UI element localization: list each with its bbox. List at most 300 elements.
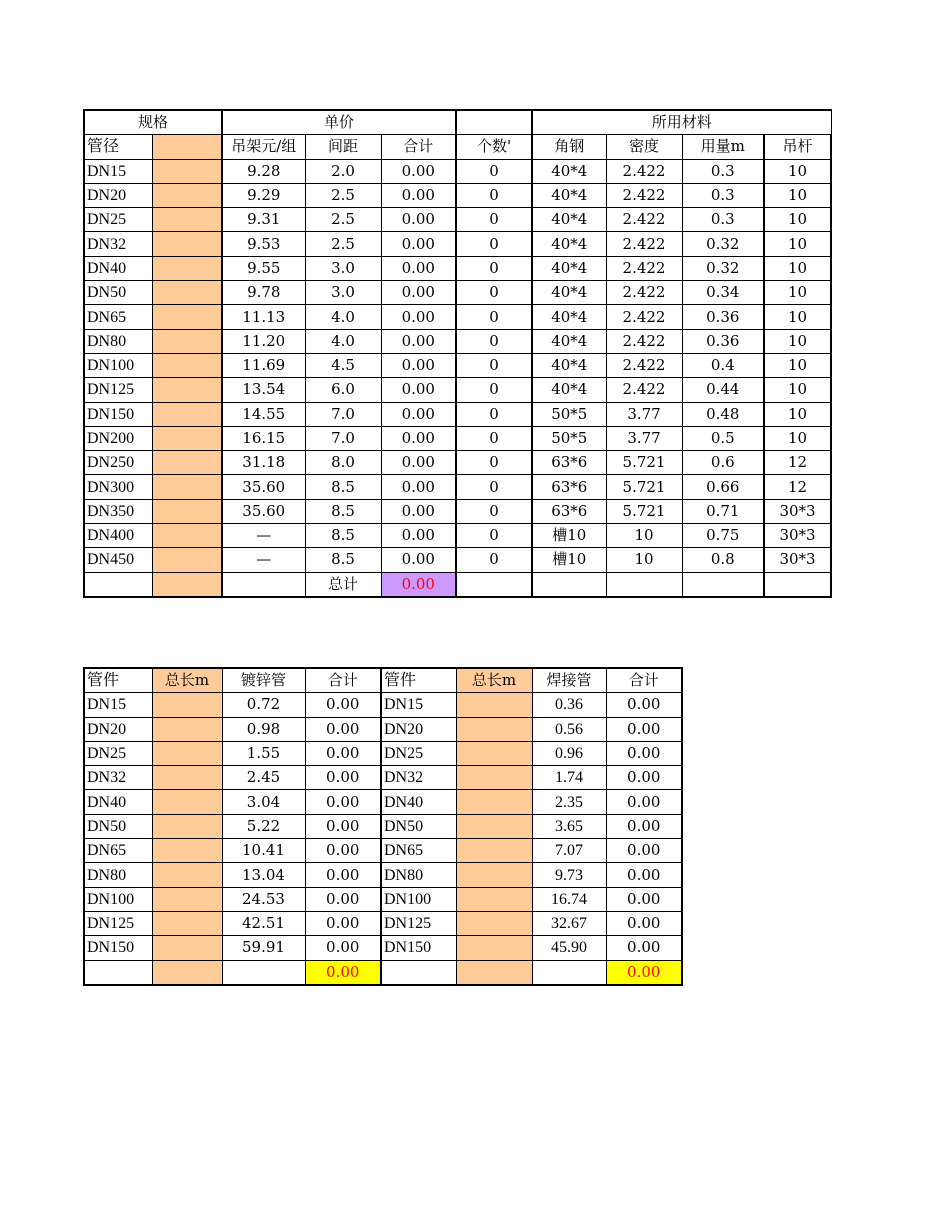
cell-pipe-fitting-2[interactable]: DN15 [381, 693, 456, 717]
cell-welded-pipe[interactable]: 9.73 [532, 863, 606, 887]
cell-hanger-price[interactable]: — [222, 524, 305, 548]
header-pipe-fitting[interactable]: 管件 [84, 668, 152, 693]
cell-rod[interactable]: 10 [764, 208, 831, 232]
cell-subtotal-2[interactable]: 0.00 [606, 839, 682, 863]
header-unit-price[interactable]: 单价 [222, 110, 456, 135]
cell-hanger-price[interactable]: 11.69 [222, 353, 305, 377]
cell-subtotal-2[interactable]: 0.00 [606, 911, 682, 935]
cell-count[interactable]: 0 [456, 499, 532, 523]
cell-subtotal[interactable]: 0.00 [305, 766, 381, 790]
cell-pipe-fitting[interactable]: DN100 [84, 887, 152, 911]
cell-usage[interactable]: 0.36 [682, 305, 764, 329]
cell-density[interactable]: 10 [606, 548, 682, 572]
cell-subtotal[interactable]: 0.00 [381, 183, 456, 207]
cell-hanger-price[interactable]: — [222, 548, 305, 572]
cell-rod[interactable]: 10 [764, 256, 831, 280]
total-blank-2[interactable] [222, 960, 305, 985]
cell-subtotal[interactable]: 0.00 [381, 232, 456, 256]
cell-galvanized-pipe[interactable]: 0.98 [222, 717, 305, 741]
cell-pipe-fitting[interactable]: DN150 [84, 936, 152, 960]
cell-total-length-2[interactable] [456, 863, 532, 887]
cell-rod[interactable]: 10 [764, 329, 831, 353]
cell-spacing[interactable]: 2.5 [305, 232, 381, 256]
cell-angle-steel[interactable]: 40*4 [532, 378, 606, 402]
cell-total-length[interactable] [152, 741, 222, 765]
cell-hanger-price[interactable]: 9.28 [222, 159, 305, 183]
cell-angle-steel[interactable]: 40*4 [532, 159, 606, 183]
cell-subtotal[interactable]: 0.00 [381, 475, 456, 499]
cell-usage[interactable]: 0.32 [682, 232, 764, 256]
cell-pipe-fitting[interactable]: DN20 [84, 717, 152, 741]
cell-density[interactable]: 2.422 [606, 281, 682, 305]
cell-usage[interactable]: 0.4 [682, 353, 764, 377]
cell-input[interactable] [152, 159, 222, 183]
header-materials[interactable]: 所用材料 [532, 110, 831, 135]
cell-usage[interactable]: 0.44 [682, 378, 764, 402]
cell-subtotal[interactable]: 0.00 [381, 353, 456, 377]
cell-pipe-fitting-2[interactable]: DN100 [381, 887, 456, 911]
cell-angle-steel[interactable]: 40*4 [532, 305, 606, 329]
cell-subtotal[interactable]: 0.00 [305, 741, 381, 765]
cell-subtotal-2[interactable]: 0.00 [606, 863, 682, 887]
cell-subtotal[interactable]: 0.00 [305, 863, 381, 887]
cell-pipe-size[interactable]: DN350 [84, 499, 152, 523]
cell-count[interactable]: 0 [456, 159, 532, 183]
cell-subtotal[interactable]: 0.00 [381, 548, 456, 572]
cell-pipe-fitting[interactable]: DN80 [84, 863, 152, 887]
total-blank-3[interactable] [456, 572, 532, 597]
cell-total-length-2[interactable] [456, 766, 532, 790]
cell-pipe-size[interactable]: DN65 [84, 305, 152, 329]
cell-input[interactable] [152, 426, 222, 450]
cell-input[interactable] [152, 329, 222, 353]
cell-density[interactable]: 2.422 [606, 183, 682, 207]
cell-subtotal-2[interactable]: 0.00 [606, 790, 682, 814]
cell-total-length-2[interactable] [456, 887, 532, 911]
cell-galvanized-pipe[interactable]: 1.55 [222, 741, 305, 765]
cell-rod[interactable]: 12 [764, 475, 831, 499]
cell-usage[interactable]: 0.3 [682, 159, 764, 183]
cell-pipe-fitting-2[interactable]: DN150 [381, 936, 456, 960]
cell-spacing[interactable]: 4.5 [305, 353, 381, 377]
cell-density[interactable]: 5.721 [606, 475, 682, 499]
cell-subtotal[interactable]: 0.00 [305, 693, 381, 717]
cell-pipe-fitting[interactable]: DN32 [84, 766, 152, 790]
header-total-length-2[interactable]: 总长m [456, 668, 532, 693]
header-welded-pipe[interactable]: 焊接管 [532, 668, 606, 693]
cell-spacing[interactable]: 8.5 [305, 524, 381, 548]
cell-pipe-fitting[interactable]: DN125 [84, 911, 152, 935]
cell-spacing[interactable]: 2.0 [305, 159, 381, 183]
cell-pipe-size[interactable]: DN32 [84, 232, 152, 256]
header-col-subtotal[interactable]: 合计 [381, 135, 456, 159]
total-blank-7[interactable] [764, 572, 831, 597]
cell-welded-pipe[interactable]: 1.74 [532, 766, 606, 790]
cell-subtotal[interactable]: 0.00 [381, 208, 456, 232]
cell-rod[interactable]: 12 [764, 451, 831, 475]
grand-total[interactable]: 0.00 [381, 572, 456, 597]
cell-count[interactable]: 0 [456, 208, 532, 232]
total-blank-1[interactable] [84, 960, 152, 985]
cell-total-length[interactable] [152, 814, 222, 838]
cell-total-length[interactable] [152, 911, 222, 935]
cell-angle-steel[interactable]: 槽10 [532, 548, 606, 572]
cell-subtotal[interactable]: 0.00 [381, 329, 456, 353]
cell-total-length[interactable] [152, 863, 222, 887]
cell-hanger-price[interactable]: 9.31 [222, 208, 305, 232]
header-galvanized-pipe[interactable]: 镀锌管 [222, 668, 305, 693]
cell-pipe-size[interactable]: DN15 [84, 159, 152, 183]
cell-galvanized-pipe[interactable]: 59.91 [222, 936, 305, 960]
cell-total-length[interactable] [152, 693, 222, 717]
cell-total-length-2[interactable] [456, 741, 532, 765]
cell-welded-pipe[interactable]: 7.07 [532, 839, 606, 863]
total-input-2[interactable] [456, 960, 532, 985]
cell-count[interactable]: 0 [456, 329, 532, 353]
header-col-angle-steel[interactable]: 角钢 [532, 135, 606, 159]
cell-count[interactable]: 0 [456, 378, 532, 402]
cell-subtotal[interactable]: 0.00 [381, 426, 456, 450]
cell-welded-pipe[interactable]: 0.56 [532, 717, 606, 741]
cell-input[interactable] [152, 451, 222, 475]
cell-spacing[interactable]: 2.5 [305, 183, 381, 207]
cell-pipe-fitting[interactable]: DN65 [84, 839, 152, 863]
cell-subtotal[interactable]: 0.00 [381, 281, 456, 305]
total-input[interactable] [152, 960, 222, 985]
cell-spacing[interactable]: 8.5 [305, 499, 381, 523]
cell-hanger-price[interactable]: 9.55 [222, 256, 305, 280]
cell-usage[interactable]: 0.3 [682, 183, 764, 207]
cell-input[interactable] [152, 475, 222, 499]
cell-spacing[interactable]: 4.0 [305, 329, 381, 353]
cell-welded-pipe[interactable]: 32.67 [532, 911, 606, 935]
cell-spacing[interactable]: 4.0 [305, 305, 381, 329]
cell-total-length-2[interactable] [456, 693, 532, 717]
cell-welded-pipe[interactable]: 0.36 [532, 693, 606, 717]
cell-input[interactable] [152, 281, 222, 305]
header-col-density[interactable]: 密度 [606, 135, 682, 159]
cell-density[interactable]: 10 [606, 524, 682, 548]
total-welded[interactable]: 0.00 [606, 960, 682, 985]
cell-pipe-size[interactable]: DN150 [84, 402, 152, 426]
cell-count[interactable]: 0 [456, 256, 532, 280]
cell-count[interactable]: 0 [456, 183, 532, 207]
total-blank-5[interactable] [606, 572, 682, 597]
cell-density[interactable]: 3.77 [606, 426, 682, 450]
cell-density[interactable]: 5.721 [606, 499, 682, 523]
cell-subtotal[interactable]: 0.00 [381, 159, 456, 183]
cell-subtotal[interactable]: 0.00 [305, 936, 381, 960]
cell-angle-steel[interactable]: 63*6 [532, 475, 606, 499]
total-label[interactable]: 总计 [305, 572, 381, 597]
cell-pipe-size[interactable]: DN40 [84, 256, 152, 280]
cell-pipe-size[interactable]: DN125 [84, 378, 152, 402]
cell-angle-steel[interactable]: 63*6 [532, 451, 606, 475]
cell-usage[interactable]: 0.5 [682, 426, 764, 450]
cell-subtotal[interactable]: 0.00 [381, 256, 456, 280]
cell-hanger-price[interactable]: 31.18 [222, 451, 305, 475]
cell-subtotal[interactable]: 0.00 [381, 451, 456, 475]
cell-input[interactable] [152, 353, 222, 377]
cell-angle-steel[interactable]: 40*4 [532, 281, 606, 305]
cell-galvanized-pipe[interactable]: 5.22 [222, 814, 305, 838]
cell-pipe-fitting-2[interactable]: DN25 [381, 741, 456, 765]
cell-pipe-fitting-2[interactable]: DN32 [381, 766, 456, 790]
cell-pipe-fitting[interactable]: DN40 [84, 790, 152, 814]
cell-subtotal-2[interactable]: 0.00 [606, 814, 682, 838]
cell-angle-steel[interactable]: 50*5 [532, 426, 606, 450]
total-blank-3[interactable] [381, 960, 456, 985]
cell-count[interactable]: 0 [456, 475, 532, 499]
cell-subtotal[interactable]: 0.00 [381, 524, 456, 548]
cell-galvanized-pipe[interactable]: 24.53 [222, 887, 305, 911]
header-blank[interactable] [456, 110, 532, 135]
cell-hanger-price[interactable]: 9.78 [222, 281, 305, 305]
cell-total-length-2[interactable] [456, 936, 532, 960]
cell-density[interactable]: 2.422 [606, 256, 682, 280]
table-row [84, 524, 831, 548]
cell-total-length-2[interactable] [456, 814, 532, 838]
cell-pipe-fitting-2[interactable]: DN125 [381, 911, 456, 935]
cell-usage[interactable]: 0.8 [682, 548, 764, 572]
cell-rod[interactable]: 10 [764, 378, 831, 402]
cell-spacing[interactable]: 8.5 [305, 548, 381, 572]
cell-rod[interactable]: 10 [764, 426, 831, 450]
cell-spacing[interactable]: 3.0 [305, 256, 381, 280]
cell-pipe-size[interactable]: DN20 [84, 183, 152, 207]
cell-subtotal[interactable]: 0.00 [381, 402, 456, 426]
cell-total-length[interactable] [152, 766, 222, 790]
cell-angle-steel[interactable]: 槽10 [532, 524, 606, 548]
cell-angle-steel[interactable]: 40*4 [532, 256, 606, 280]
cell-total-length[interactable] [152, 936, 222, 960]
cell-total-length[interactable] [152, 717, 222, 741]
total-blank-1[interactable] [84, 572, 152, 597]
cell-total-length-2[interactable] [456, 790, 532, 814]
cell-usage[interactable]: 0.34 [682, 281, 764, 305]
header-col-rod[interactable]: 吊杆 [764, 135, 831, 159]
cell-spacing[interactable]: 2.5 [305, 208, 381, 232]
cell-subtotal[interactable]: 0.00 [305, 911, 381, 935]
cell-galvanized-pipe[interactable]: 42.51 [222, 911, 305, 935]
cell-subtotal-2[interactable]: 0.00 [606, 717, 682, 741]
cell-angle-steel[interactable]: 40*4 [532, 353, 606, 377]
cell-pipe-fitting[interactable]: DN15 [84, 693, 152, 717]
cell-pipe-fitting[interactable]: DN25 [84, 741, 152, 765]
cell-rod[interactable]: 10 [764, 232, 831, 256]
cell-subtotal[interactable]: 0.00 [305, 790, 381, 814]
cell-total-length-2[interactable] [456, 839, 532, 863]
cell-count[interactable]: 0 [456, 305, 532, 329]
cell-welded-pipe[interactable]: 45.90 [532, 936, 606, 960]
total-galvanized[interactable]: 0.00 [305, 960, 381, 985]
total-blank-6[interactable] [682, 572, 764, 597]
cell-pipe-size[interactable]: DN80 [84, 329, 152, 353]
table-row [84, 911, 682, 935]
cell-angle-steel[interactable]: 40*4 [532, 208, 606, 232]
cell-usage[interactable]: 0.36 [682, 329, 764, 353]
cell-count[interactable]: 0 [456, 426, 532, 450]
cell-hanger-price[interactable]: 16.15 [222, 426, 305, 450]
cell-pipe-size[interactable]: DN400 [84, 524, 152, 548]
cell-rod[interactable]: 30*3 [764, 548, 831, 572]
total-blank-2[interactable] [222, 572, 305, 597]
cell-rod[interactable]: 10 [764, 159, 831, 183]
cell-usage[interactable]: 0.75 [682, 524, 764, 548]
cell-rod[interactable]: 10 [764, 305, 831, 329]
cell-subtotal[interactable]: 0.00 [381, 305, 456, 329]
cell-rod[interactable]: 10 [764, 183, 831, 207]
cell-pipe-size[interactable]: DN200 [84, 426, 152, 450]
cell-subtotal[interactable]: 0.00 [381, 378, 456, 402]
cell-subtotal-2[interactable]: 0.00 [606, 936, 682, 960]
cell-galvanized-pipe[interactable]: 10.41 [222, 839, 305, 863]
cell-pipe-size[interactable]: DN100 [84, 353, 152, 377]
cell-count[interactable]: 0 [456, 548, 532, 572]
cell-rod[interactable]: 30*3 [764, 524, 831, 548]
cell-rod[interactable]: 30*3 [764, 499, 831, 523]
cell-input[interactable] [152, 232, 222, 256]
cell-hanger-price[interactable]: 11.20 [222, 329, 305, 353]
cell-usage[interactable]: 0.32 [682, 256, 764, 280]
total-blank-4[interactable] [532, 960, 606, 985]
cell-spacing[interactable]: 8.0 [305, 451, 381, 475]
total-input[interactable] [152, 572, 222, 597]
cell-usage[interactable]: 0.3 [682, 208, 764, 232]
cell-input[interactable] [152, 524, 222, 548]
cell-angle-steel[interactable]: 40*4 [532, 183, 606, 207]
cell-total-length[interactable] [152, 839, 222, 863]
cell-galvanized-pipe[interactable]: 13.04 [222, 863, 305, 887]
cell-subtotal[interactable]: 0.00 [305, 887, 381, 911]
cell-input[interactable] [152, 548, 222, 572]
header-subtotal[interactable]: 合计 [305, 668, 381, 693]
cell-count[interactable]: 0 [456, 451, 532, 475]
cell-hanger-price[interactable]: 35.60 [222, 475, 305, 499]
cell-count[interactable]: 0 [456, 524, 532, 548]
cell-welded-pipe[interactable]: 16.74 [532, 887, 606, 911]
cell-galvanized-pipe[interactable]: 0.72 [222, 693, 305, 717]
cell-input[interactable] [152, 402, 222, 426]
cell-density[interactable]: 2.422 [606, 208, 682, 232]
cell-density[interactable]: 2.422 [606, 329, 682, 353]
header-subtotal-2[interactable]: 合计 [606, 668, 682, 693]
cell-welded-pipe[interactable]: 0.96 [532, 741, 606, 765]
header-pipe-fitting-2[interactable]: 管件 [381, 668, 456, 693]
cell-density[interactable]: 2.422 [606, 232, 682, 256]
cell-pipe-fitting[interactable]: DN50 [84, 814, 152, 838]
cell-pipe-size[interactable]: DN450 [84, 548, 152, 572]
cell-rod[interactable]: 10 [764, 353, 831, 377]
cell-rod[interactable]: 10 [764, 281, 831, 305]
cell-input[interactable] [152, 305, 222, 329]
cell-density[interactable]: 2.422 [606, 305, 682, 329]
cell-angle-steel[interactable]: 50*5 [532, 402, 606, 426]
cell-pipe-fitting-2[interactable]: DN65 [381, 839, 456, 863]
cell-count[interactable]: 0 [456, 402, 532, 426]
cell-density[interactable]: 2.422 [606, 353, 682, 377]
cell-subtotal[interactable]: 0.00 [381, 499, 456, 523]
cell-usage[interactable]: 0.66 [682, 475, 764, 499]
cell-spacing[interactable]: 7.0 [305, 426, 381, 450]
cell-pipe-fitting-2[interactable]: DN80 [381, 863, 456, 887]
header-col-usage[interactable]: 用量m [682, 135, 764, 159]
cell-pipe-size[interactable]: DN25 [84, 208, 152, 232]
header-col-pipe-size[interactable]: 管径 [84, 135, 152, 159]
header-col-hanger-price[interactable]: 吊架元/组 [222, 135, 305, 159]
cell-usage[interactable]: 0.48 [682, 402, 764, 426]
cell-spacing[interactable]: 6.0 [305, 378, 381, 402]
cell-pipe-fitting-2[interactable]: DN20 [381, 717, 456, 741]
cell-subtotal[interactable]: 0.00 [305, 814, 381, 838]
header-col-spacing[interactable]: 间距 [305, 135, 381, 159]
cell-pipe-fitting-2[interactable]: DN50 [381, 814, 456, 838]
cell-subtotal[interactable]: 0.00 [305, 839, 381, 863]
cell-count[interactable]: 0 [456, 281, 532, 305]
cell-angle-steel[interactable]: 63*6 [532, 499, 606, 523]
cell-subtotal-2[interactable]: 0.00 [606, 741, 682, 765]
cell-total-length[interactable] [152, 790, 222, 814]
header-total-length[interactable]: 总长m [152, 668, 222, 693]
cell-hanger-price[interactable]: 13.54 [222, 378, 305, 402]
cell-density[interactable]: 2.422 [606, 378, 682, 402]
cell-input[interactable] [152, 208, 222, 232]
cell-spacing[interactable]: 7.0 [305, 402, 381, 426]
cell-density[interactable]: 3.77 [606, 402, 682, 426]
header-spec[interactable]: 规格 [84, 110, 222, 135]
cell-pipe-size[interactable]: DN300 [84, 475, 152, 499]
header-col-count[interactable]: 个数' [456, 135, 532, 159]
cell-hanger-price[interactable]: 9.29 [222, 183, 305, 207]
cell-welded-pipe[interactable]: 2.35 [532, 790, 606, 814]
cell-input[interactable] [152, 183, 222, 207]
cell-hanger-price[interactable]: 35.60 [222, 499, 305, 523]
cell-pipe-size[interactable]: DN250 [84, 451, 152, 475]
cell-density[interactable]: 5.721 [606, 451, 682, 475]
cell-welded-pipe[interactable]: 3.65 [532, 814, 606, 838]
cell-galvanized-pipe[interactable]: 2.45 [222, 766, 305, 790]
cell-spacing[interactable]: 3.0 [305, 281, 381, 305]
cell-pipe-fitting-2[interactable]: DN40 [381, 790, 456, 814]
cell-subtotal-2[interactable]: 0.00 [606, 766, 682, 790]
cell-count[interactable]: 0 [456, 232, 532, 256]
cell-input[interactable] [152, 378, 222, 402]
header-col-input[interactable] [152, 135, 222, 159]
cell-hanger-price[interactable]: 9.53 [222, 232, 305, 256]
cell-galvanized-pipe[interactable]: 3.04 [222, 790, 305, 814]
cell-angle-steel[interactable]: 40*4 [532, 329, 606, 353]
cell-hanger-price[interactable]: 14.55 [222, 402, 305, 426]
cell-density[interactable]: 2.422 [606, 159, 682, 183]
cell-usage[interactable]: 0.6 [682, 451, 764, 475]
cell-total-length-2[interactable] [456, 911, 532, 935]
cell-spacing[interactable]: 8.5 [305, 475, 381, 499]
cell-hanger-price[interactable]: 11.13 [222, 305, 305, 329]
cell-input[interactable] [152, 499, 222, 523]
cell-subtotal-2[interactable]: 0.00 [606, 887, 682, 911]
cell-subtotal-2[interactable]: 0.00 [606, 693, 682, 717]
total-blank-4[interactable] [532, 572, 606, 597]
cell-pipe-size[interactable]: DN50 [84, 281, 152, 305]
cell-subtotal[interactable]: 0.00 [305, 717, 381, 741]
cell-total-length[interactable] [152, 887, 222, 911]
cell-total-length-2[interactable] [456, 717, 532, 741]
cell-usage[interactable]: 0.71 [682, 499, 764, 523]
cell-input[interactable] [152, 256, 222, 280]
cell-rod[interactable]: 10 [764, 402, 831, 426]
cell-angle-steel[interactable]: 40*4 [532, 232, 606, 256]
cell-count[interactable]: 0 [456, 353, 532, 377]
